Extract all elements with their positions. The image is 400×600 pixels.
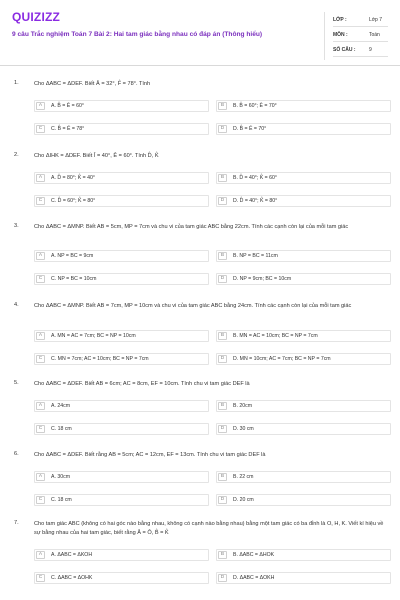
question-text: Cho ΔIHK = ΔDEF. Biết Î = 40°, Ê = 60°. Tính D̂, K̂ [34,153,159,159]
option-text: D. 30 cm [233,426,254,432]
meta-separator [333,56,388,57]
option-d[interactable] [216,273,391,285]
option-text: C. ΔABC = ΔOHK [51,575,93,581]
option-b[interactable] [216,400,391,412]
question-text: Cho ΔABC = ΔDEF. Biết rằng AB = 5cm; AC = 12cm, EF = 13cm. Tính chu vi tam giác DEF là [34,452,266,458]
option-a[interactable] [34,250,209,262]
question-number: 6. [14,451,19,457]
question-text: Cho ΔABC = ΔMNP. Biết AB = 7cm, MP = 10cm và chu vi của tam giác ABC bằng 24cm. Tính các cạnh còn lại của mỗi tam giác [34,303,352,309]
option-text: B. B̂ = 60°; Ê = 70° [233,103,277,109]
option-letter-box: B [218,473,227,481]
option-text: D. B̂ = Ê = 70° [233,126,267,132]
option-text: B. NP = BC = 11cm [233,253,278,259]
option-a[interactable] [34,471,209,483]
option-b[interactable] [216,172,391,184]
option-letter-box: C [36,574,45,582]
option-letter-box: A [36,551,45,559]
meta-count-value: 9 [369,47,372,53]
option-a[interactable] [34,549,209,561]
option-text: A. ΔABC = ΔKOH [51,552,93,558]
option-b[interactable] [216,471,391,483]
option-text: D. D̂ = 40°; K̂ = 80° [233,198,278,204]
option-letter-box: C [36,197,45,205]
option-letter-box: D [218,574,227,582]
option-letter-box: D [218,125,227,133]
option-letter-box: D [218,355,227,363]
option-c[interactable] [34,423,209,435]
meta-separator [333,41,388,42]
option-text: A. D̂ = 80°; K̂ = 40° [51,175,95,181]
question-number: 7. [14,520,19,526]
option-text: D. ΔABC = ΔOKH [233,575,275,581]
option-c[interactable] [34,195,209,207]
meta-divider [324,12,325,60]
option-d[interactable] [216,195,391,207]
option-text: C. B̂ = Ê = 78° [51,126,85,132]
option-letter-box: C [36,496,45,504]
meta-subject-label: MÔN : [333,32,348,38]
option-letter-box: A [36,402,45,410]
option-d[interactable] [216,353,391,365]
option-c[interactable] [34,572,209,584]
option-letter-box: B [218,551,227,559]
option-text: C. 18 cm [51,497,72,503]
question-text: Cho ΔABC = ΔDEF. Biết Â = 32°, F̂ = 78°. Tính [34,81,151,87]
option-letter-box: C [36,275,45,283]
option-letter-box: D [218,275,227,283]
worksheet-title: 9 câu Trắc nghiệm Toán 7 Bài 2: Hai tam giác bằng nhau có đáp án (Thông hiểu) [12,31,263,38]
option-text: D. MN = 10cm; AC = 7cm; BC = NP = 7cm [233,356,331,362]
option-text: C. 18 cm [51,426,72,432]
option-letter-box: C [36,125,45,133]
option-c[interactable] [34,123,209,135]
option-letter-box: D [218,197,227,205]
option-a[interactable] [34,100,209,112]
option-letter-box: C [36,425,45,433]
quizizz-logo[interactable]: QUIZIZZ [12,10,61,24]
question-text: Cho ΔABC = ΔMNP. Biết AB = 5cm, MP = 7cm và chu vi của tam giác ABC bằng 22cm. Tính các cạnh còn lại của mỗi tam giác [34,224,349,230]
option-a[interactable] [34,330,209,342]
option-letter-box: D [218,425,227,433]
option-text: A. B̂ = Ê = 60° [51,103,84,109]
option-b[interactable] [216,250,391,262]
option-letter-box: B [218,402,227,410]
option-letter-box: A [36,252,45,260]
option-d[interactable] [216,494,391,506]
option-b[interactable] [216,100,391,112]
option-b[interactable] [216,330,391,342]
option-letter-box: B [218,174,227,182]
option-c[interactable] [34,273,209,285]
meta-class-label: LỚP : [333,17,347,23]
question-text: Cho ΔABC = ΔDEF. Biết AB = 6cm; AC = 8cm, EF = 10cm. Tính chu vi tam giác DEF là [34,381,250,387]
option-text: D. 20 cm [233,497,254,503]
option-text: B. ΔABC = ΔHOK [233,552,275,558]
option-text: C. MN = 7cm; AC = 10cm; BC = NP = 7cm [51,356,149,362]
option-text: B. 20cm [233,403,253,409]
worksheet-header [0,0,400,66]
option-letter-box: D [218,496,227,504]
option-letter-box: C [36,355,45,363]
option-letter-box: A [36,102,45,110]
option-letter-box: B [218,332,227,340]
question-number: 4. [14,302,19,308]
option-a[interactable] [34,172,209,184]
question-number: 5. [14,380,19,386]
option-letter-box: A [36,174,45,182]
option-a[interactable] [34,400,209,412]
meta-class-value: Lớp 7 [369,17,383,23]
meta-separator [333,26,388,27]
question-number: 1. [14,80,19,86]
option-letter-box: B [218,102,227,110]
meta-count-label: SỐ CÂU : [333,47,356,53]
question-text: Cho tam giác ABC (không có hai góc nào bằng nhau, không có cạnh nào bằng nhau) bằng một tam giác có ba đỉnh là O, H, K. Viết kí hiệu về sự bằng nhau của hai tam giác, biết rằng Â = Ô, B̂ = K̂ [34,521,384,536]
question-number: 3. [14,223,19,229]
option-text: C. NP = BC = 10cm [51,276,97,282]
option-d[interactable] [216,423,391,435]
option-text: A. MN = AC = 7cm; BC = NP = 10cm [51,333,136,339]
meta-subject-value: Toán [369,32,380,38]
option-text: D. NP = 9cm; BC = 10cm [233,276,292,282]
option-d[interactable] [216,123,391,135]
option-letter-box: A [36,332,45,340]
option-d[interactable] [216,572,391,584]
option-text: C. D̂ = 60°; K̂ = 80° [51,198,96,204]
option-text: B. MN = AC = 10cm; BC = NP = 7cm [233,333,318,339]
question-number: 2. [14,152,19,158]
option-letter-box: A [36,473,45,481]
option-b[interactable] [216,549,391,561]
option-text: B. D̂ = 40°; K̂ = 60° [233,175,277,181]
option-text: A. 24cm [51,403,71,409]
option-c[interactable] [34,353,209,365]
option-c[interactable] [34,494,209,506]
option-text: A. NP = BC = 9cm [51,253,94,259]
option-text: B. 22 cm [233,474,254,480]
option-letter-box: B [218,252,227,260]
option-text: A. 30cm [51,474,71,480]
